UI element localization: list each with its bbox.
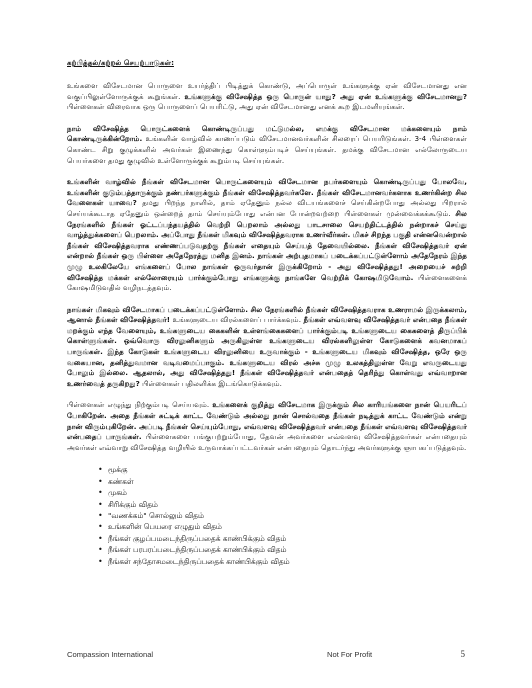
paragraph-run: உங்களின் வாழ்வில் காணப்படும் விசேடமானவர்களின் சிலரைப் பெயரிடுங்கள். 3-4 பிள்ளைகள் கொண்ட சிறு குழுக்களில் அவர்கள் இணைந்து கொள்ளும்படிச் செய்யுங்கள். தமக்கு விசேடமான எல்லோருடைய பெயர்களை தமது குழுவில் உள்ளோருக்குக் கூறும்படி செய்யுங்கள். (67, 134, 467, 165)
list-item: • "வணக்கம்" சொல்லும் விதம் (98, 510, 467, 521)
paragraph-run: பிள்ளைகள் விரைவாக ஒரு பொருளைப் பெயரிட்டு, அது ஏன் விசேடமானது எனக் கூற இடமளியுங்கள். (67, 102, 405, 112)
paragraph-run: உங்களின் வாழ்வில் நீங்கள் விசேடமான பொருட்களையும் விசேடமான நபர்களையும் கொண்டிருப்பது போலவே, உங்களின் குடும்பத்தாருக்கும் நண்பர்களுக்கும் நீங்கள் விசேஷித்தவர்களே. நீங்கள் விசேடமானவர்களாக உணர்கின்ற சில வேளைகள் யாவை? (67, 177, 467, 208)
paragraph-run: நீங்கள் எவ்வளவு விசேஷித்தவர் என்பதை நீங்கள் மறக்கும் எந்த வேளையும், உங்களுடைய கைகளின் உள்ளங்கைகளைப் பார்க்கும்படி உங்களுடைய கைகளைத் திருப்பிக் கொள்ளுங்கள். ஒவ்வொரு விரலுனிகளும் அருகிலுள்ள உங்களுடைய விரல்களிலுள்ள கோடுகளைக் கவனமாகப் பாருங்கள். இந்த கோடுகள் உங்களுடைய விரலுனியை உருவாக்கும் - உங்களுடைய மிகவும் விசேஷித்த, ஒரே ஒரு வகையான, தனித்துவமான வடிவமைப்பாகும். உங்களுடைய விரல் அச்சு முழு உலகத்திலுள்ள வேறு எவருடையது போலும் இல்லை. ஆதலால், அது விசேஷித்தது! நீங்கள் விசேஷித்தவர் என்பதைத் தெரிந்து கொள்வது எவ்வாறான உணர்வைத் தருகிறது? (67, 315, 468, 388)
document-page (67, 57, 467, 567)
paragraph-run: பிள்ளைகள் எழுந்து நிற்கும்படி செய்யவும். (67, 400, 213, 410)
footer-status: Not For Profit (327, 650, 373, 659)
section-heading: கற்பித்தல்/கற்றல் செயற்பாடுகள்: (67, 58, 174, 67)
paragraph-1 (67, 81, 467, 113)
list-item: • மூக்கு (98, 464, 467, 475)
paragraph-run: நாம் விசேஷித்த பொருட்களைக் கொண்டிருப்பது மட்டுமல்ல, எமக்கு விசேடமான மக்களையும் நாம் கொண்டிருக்கின்றோம். (67, 123, 467, 144)
page-number: 5 (460, 649, 465, 659)
list-item: • கண்கள் (98, 476, 467, 487)
paragraph-2 (67, 124, 467, 166)
paragraph-run: தமது பிறந்த நாளில், தாம் ஏதேனும் நல்ல விடயங்களைச் செய்கின்றபோது அல்லது பிறரால் செய்யக்கூடாத ஏதேனும் ஒன்றைத் தாம் செய்யும்போது என்பன போன்றவற்றை பிள்ளைகள் முன்வைக்கக்கூடும். (67, 198, 467, 218)
paragraph-5 (67, 400, 467, 453)
paragraph-3 (67, 177, 467, 294)
paragraph-run: பிள்ளைகளை பங்குபற்றும்போது, தேவன் அவர்களை எவ்வளவு விசேஷித்தவர்கள் என்பதையும் அவர்கள் எவ்வாறு விசேஷித்த வழியில் உருவாக்கப்பட்டவர்கள் என்பதையும் தொடர்ந்து அவர்களுக்கு ஞாபகப்படுத்தவும். (67, 432, 468, 452)
list-item: • உங்களின் பெயரை எழுதும் விதம் (98, 521, 467, 532)
list-item: • முகம் (98, 487, 467, 498)
footer-organization: Compassion International (67, 650, 154, 659)
paragraph-run: பிள்ளைகளைக் கோஷமிடுவதில் வழிநடத்தவும். (67, 272, 467, 293)
paragraph-run: உங்களுடைய விரல்களைப் பார்க்கவும். (170, 315, 304, 325)
paragraph-run: பிள்ளைகள் பதிலளிக்க இடங்கொடுக்கவும். (139, 378, 282, 388)
list-item: • நீங்கள் சந்தோசமடைந்திருப்பதைக் காண்பிக்கும் விதம் (98, 556, 467, 567)
paragraph-run: சில நேரங்களில் நீங்கள் ஓட்டப்பந்தயத்தில் வெற்றி பெறலாம் அல்லது பாடசாலை செயற்திட்டத்தில் நன்றாகச் செய்து வாழ்த்துக்களைப் பெறலாம். அப்போது நீங்கள் மிகவும் விசேஷித்தவராக உணர்வீர்கள். மிகச் சிறந்த பகுதி என்னவென்றால் நீங்கள் விசேஷித்தவராக எண்ணப்படுவதற்கு நீங்கள் எதையும் செய்யத் தேவையில்லை. நீங்கள் விசேஷித்தவர் ஏன் என்றால் நீங்கள் ஒரு பிள்ளை அதேநேரத்து மனித இனம். நாங்கள் அற்புதமாகப் படைக்கப்பட்டுள்ளோம் அதேநேரம் இந்த முழு உலகிலேயே எங்களைப் போல நாங்கள் ஒருவர்தான் இருக்கிறோம் - அது விசேஷித்தது! அறையைச் சுற்றி விசேஷித்த மக்கள் எல்லோரையும் பார்க்கும்போது எங்களுக்கு நாங்களே வெற்றிக் கோஷமிடுவோம். (67, 208, 467, 282)
list-item: • சிரிக்கும் விதம் (98, 499, 467, 510)
paragraph-4 (67, 305, 467, 390)
list-item: • நீங்கள் பரபரப்படைந்திருப்பதைக் காண்பிக்கும் விதம் (98, 544, 467, 555)
paragraph-run: உங்களுக்கு விசேஷித்த ஒரு பொருள் யாது? அது ஏன் உங்களுக்கு விசேடமானது? (184, 91, 468, 101)
paragraph-run: நாங்கள் மிகவும் விசேடமாகப் படைக்கப்பட்டுள்ளோம். சில நேரங்களில் நீங்கள் விசேஷித்தவராக உணராமல் இருக்கலாம், ஆனால் நீங்கள் விசேஷித்தவர்! (67, 304, 467, 325)
list-item: • நீங்கள் குழப்பமடைந்திருப்பதைக் காண்பிக்கும் விதம் (98, 533, 467, 544)
features-list (67, 464, 467, 567)
paragraph-run: உங்களைக் குறித்து விசேடமாக இருக்கும் சில காரியங்களை நான் பெயரிடப் போகிறேன். அதை நீங்கள் சுட்டிக் காட்ட வேண்டும் அல்லது நான் சொல்வதை நீங்கள் நடித்துக் காட்ட வேண்டும் என்று நான் விரும்புகிறேன். அப்படி நீங்கள் செய்யும்போது, எவ்வளவு விசேஷித்தவர் என்பதை நீங்கள் எவ்வளவு விசேஷித்தவர் என்பதைப் பாருங்கள். (67, 400, 468, 442)
paragraph-run: உங்களை விசேடமான பொருளை உயர்த்திப் பிடித்துக் கொண்டு, அப்பொருள் உங்களுக்கு ஏன் விசேடமானது என வகுப்பிலுள்ளோருக்குக் கூறுங்கள். (67, 81, 467, 101)
